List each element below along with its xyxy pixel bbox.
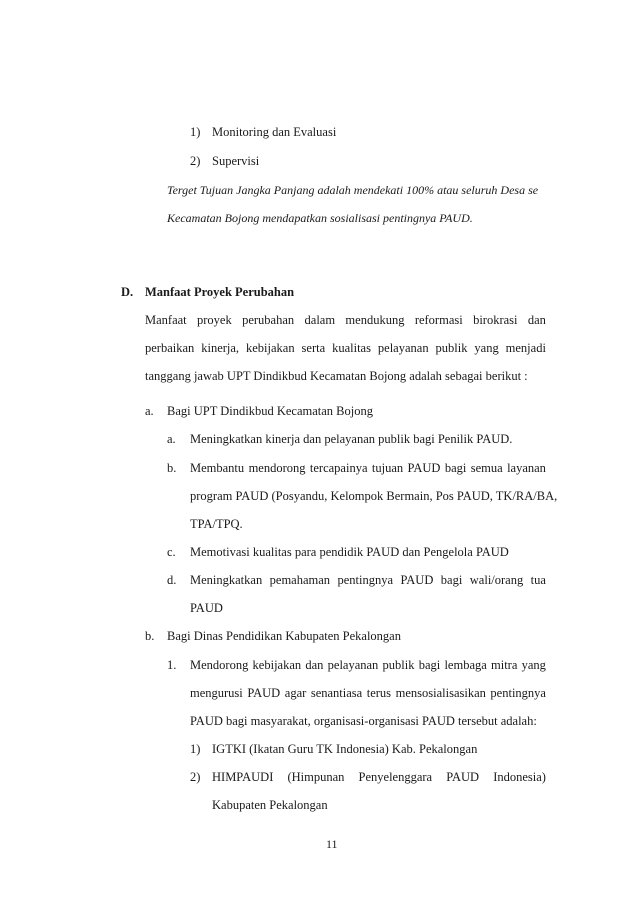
word: Indonesia) [493, 770, 546, 784]
word: yang [474, 341, 499, 355]
section-marker: D. [121, 285, 134, 299]
part-title: Bagi UPT Dindikbud Kecamatan Bojong [167, 404, 373, 418]
word: serta [301, 341, 326, 355]
word: kualitas [332, 341, 371, 355]
list-item-line: PAUD [190, 601, 223, 615]
word: semua [470, 461, 503, 475]
word: publik [382, 658, 415, 672]
intro-line: tanggang jawab UPT Dindikbud Kecamatan Bojong adalah sebagai berikut : [145, 369, 528, 383]
word: Meningkatkan [190, 573, 263, 587]
intro-line [145, 312, 546, 328]
list-item: IGTKI (Ikatan Guru TK Indonesia) Kab. Pekalongan [212, 742, 478, 756]
page-number: 11 [326, 837, 338, 851]
list-marker: 1) [190, 742, 201, 756]
word: terus [366, 686, 392, 700]
list-marker: 1. [167, 658, 177, 672]
list-marker: a. [167, 432, 176, 446]
word: pemahaman [269, 573, 331, 587]
list-marker: 2) [190, 154, 201, 168]
word: lembaga [444, 658, 487, 672]
list-item-line: TPA/TPQ. [190, 517, 243, 531]
word: dan [527, 313, 546, 327]
part-marker: b. [145, 629, 155, 643]
target-line: Kecamatan Bojong mendapatkan sosialisasi pentingnya PAUD. [167, 211, 473, 225]
list-marker: c. [167, 545, 176, 559]
word: wali/orang [469, 573, 524, 587]
word: Manfaat [145, 313, 187, 327]
word: PAUD [247, 686, 281, 700]
list-marker: b. [167, 461, 177, 475]
word: pentingnya [337, 573, 394, 587]
list-marker: 2) [190, 770, 201, 784]
word: mitra [491, 658, 518, 672]
word: bagi [418, 658, 441, 672]
word: tercapainya [309, 461, 368, 475]
word: HIMPAUDI [212, 770, 274, 784]
word: pelayanan [377, 341, 429, 355]
part-marker: a. [145, 404, 154, 418]
word: senantiasa [310, 686, 363, 700]
word: pelayanan [327, 658, 379, 672]
word: mendorong [248, 461, 306, 475]
list-item: Memotivasi kualitas para pendidik PAUD dan Pengelola PAUD [190, 545, 509, 559]
word: kinerja, [201, 341, 240, 355]
list-marker: d. [167, 573, 177, 587]
part-title: Bagi Dinas Pendidikan Kabupaten Pekalongan [167, 629, 401, 643]
word: tua [530, 573, 546, 587]
list-item-line: PAUD bagi masyarakat, organisasi-organisasi PAUD tersebut adalah: [190, 714, 537, 728]
list-item: Meningkatkan kinerja dan pelayanan publik bagi Penilik PAUD. [190, 432, 513, 446]
word: Mendorong [190, 658, 249, 672]
word: mendukung [345, 313, 405, 327]
word: pentingnya [490, 686, 546, 700]
list-item: Monitoring dan Evaluasi [212, 125, 337, 139]
word: dan [305, 658, 324, 672]
word: PAUD [407, 461, 441, 475]
list-item-line [190, 460, 546, 476]
word: proyek [197, 313, 232, 327]
list-marker: 1) [190, 125, 201, 139]
word: agar [284, 686, 307, 700]
word: mengurusi [190, 686, 243, 700]
target-line: Terget Tujuan Jangka Panjang adalah mendekati 100% atau seluruh Desa se [167, 183, 539, 197]
list-item-line [190, 657, 546, 673]
word: kebijakan [246, 341, 295, 355]
list-item-line: program PAUD (Posyandu, Kelompok Bermain, Pos PAUD, TK/RA/BA, [190, 489, 558, 503]
word: menjadi [505, 341, 546, 355]
word: PAUD [400, 573, 434, 587]
word: bagi [440, 573, 463, 587]
list-item: Supervisi [212, 154, 260, 168]
list-item-line: Kabupaten Pekalongan [212, 798, 328, 812]
section-title: Manfaat Proyek Perubahan [145, 285, 295, 299]
word: birokrasi [473, 313, 518, 327]
list-item-line [190, 685, 546, 701]
word: perubahan [242, 313, 295, 327]
list-item-line [212, 769, 546, 785]
word: tujuan [371, 461, 404, 475]
word: bagi [444, 461, 467, 475]
word: mensosialisasikan [395, 686, 486, 700]
list-item-line [190, 572, 546, 588]
word: publik [435, 341, 468, 355]
word: dalam [304, 313, 336, 327]
word: (Himpunan [287, 770, 345, 784]
word: kebijakan [252, 658, 302, 672]
word: yang [521, 658, 546, 672]
intro-line [145, 340, 546, 356]
word: layanan [507, 461, 546, 475]
word: Membantu [190, 461, 245, 475]
word: PAUD [446, 770, 480, 784]
word: perbaikan [145, 341, 195, 355]
word: reformasi [414, 313, 463, 327]
word: Penyelenggara [358, 770, 433, 784]
